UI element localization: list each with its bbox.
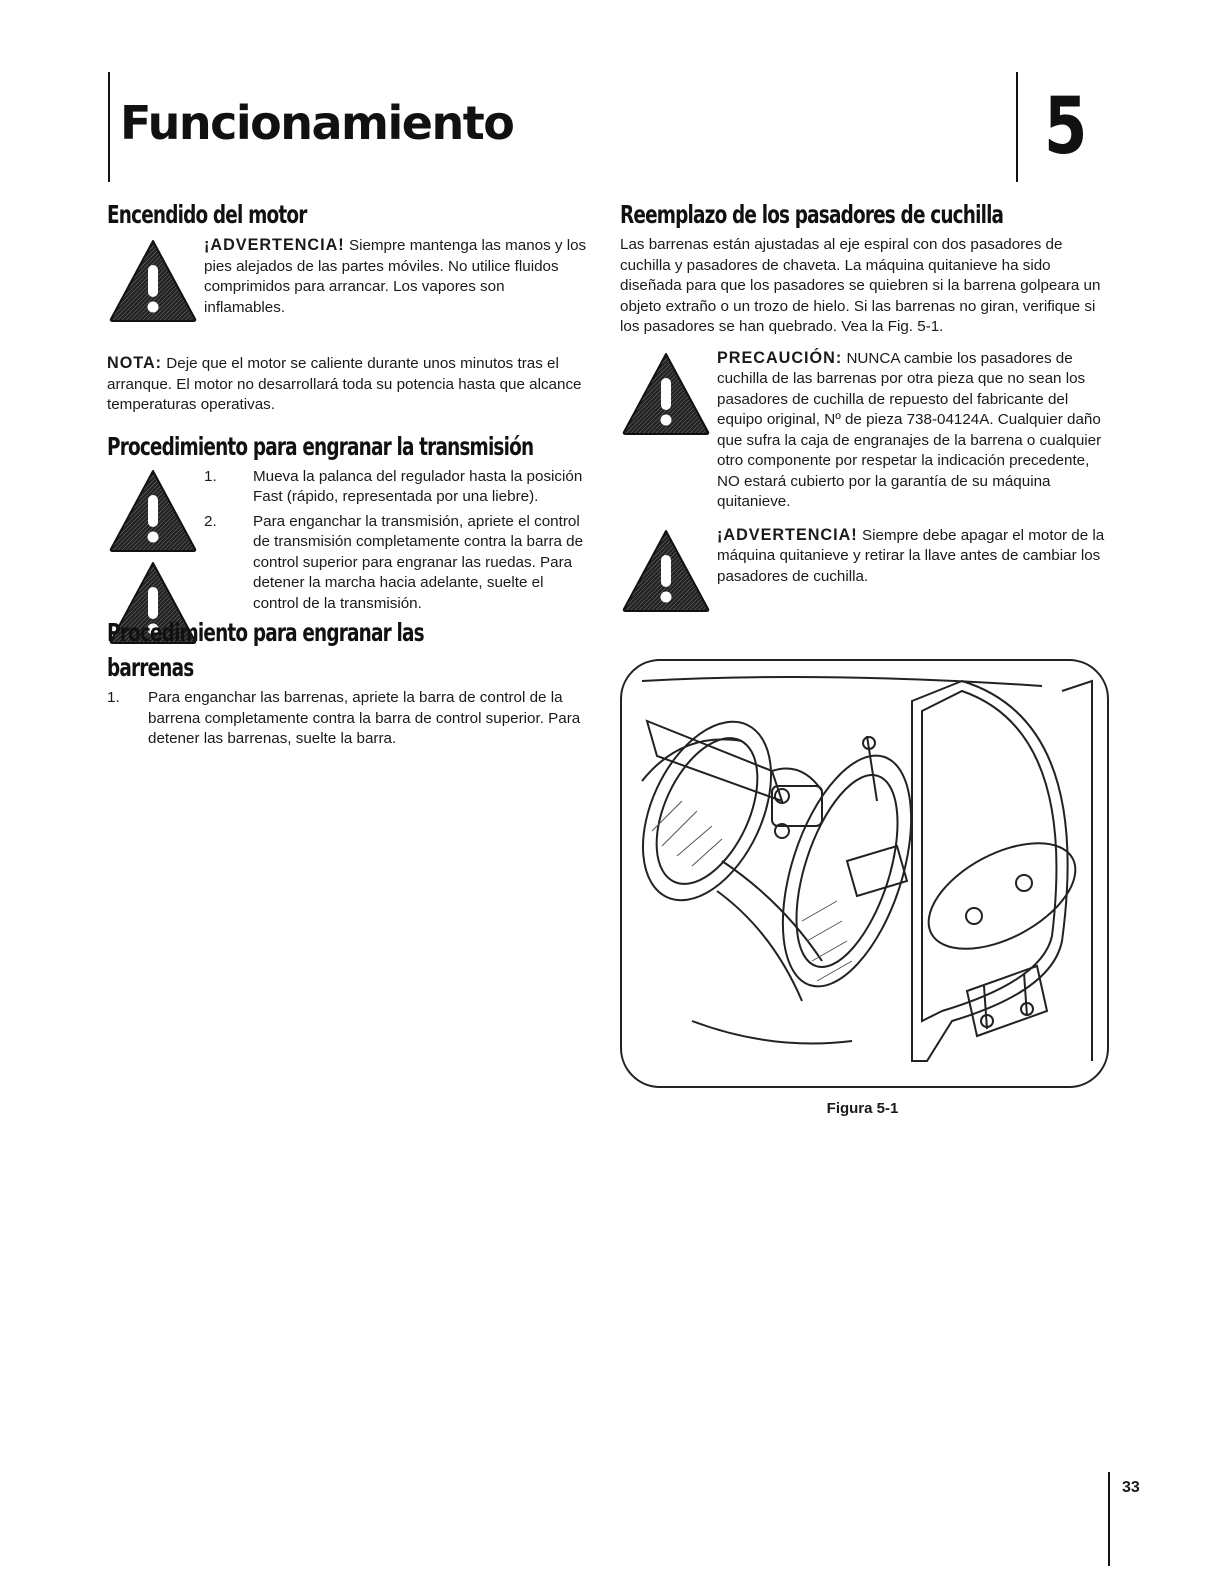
heading-transmission: Procedimiento para engranar la transmisión [107, 431, 534, 461]
caution-lead: PRECAUCIÓN: [717, 348, 843, 367]
warning-triangle-icon [107, 237, 199, 323]
left-column [107, 200, 587, 750]
caution-text: NUNCA cambie los pasadores de cuchilla de las barrenas por otra pieza que no sean los pasadores de cuchilla de repuesto del fabricante del equipo original, Nº de pieza 738-04124A. Cualquier daño que sufra la caja de engranajes de la barrena o cualquier otro componente por respetar la indicación precedente, NO estará cubierto por la garantía de su máquina quitanieve. [717, 349, 1102, 510]
list-item: 2. Para enganchar la transmisión, apriete el control de transmisión completamente contra la barra de control superior para engranar las ruedas. Para detener la marcha hacia adelante, suelte el control de la transmisión. [204, 512, 584, 612]
shear-warning-text: Siempre debe apagar el motor de la máquina quitanieve y retirar la llave antes de cambiar los pasadores de cuchilla. [717, 526, 1105, 585]
transmission-block [107, 467, 587, 615]
figure-caption: Figura 5-1 [826, 1099, 899, 1117]
chapter-number: 5 [1044, 82, 1088, 172]
chapter-title: Funcionamiento [120, 96, 514, 150]
header-rule-left [108, 72, 110, 182]
header-rule-right [1016, 72, 1018, 182]
shear-intro: Las barrenas están ajustadas al eje espiral con dos pasadores de cuchilla y pasadores de chaveta. La máquina quitanieve ha sido diseñada para que los pasadores se quiebren si la barrena golpeara un objeto extraño o un trozo de hielo. Si las barrenas no giran, verifique si los pasadores se han quebrado. Vea la Fig. 5-1. [620, 236, 1101, 335]
engine-warning [107, 235, 587, 331]
auger-shear-pin-drawing [622, 661, 1107, 1086]
list-item: 1. Para enganchar las barrenas, apriete la barra de control de la barrena completamente contra la barra de control superior. Para detener las barrenas, suelte la barra. [107, 689, 581, 747]
heading-engine-start: Encendido del motor [107, 200, 307, 229]
note-text: Deje que el motor se caliente durante unos minutos tras el arranque. El motor no desarrollará toda su potencia hasta que alcance temperaturas operativas. [107, 355, 582, 413]
warning-triangle-icon [620, 527, 712, 613]
heading-shear-pins: Reemplazo de los pasadores de cuchilla [620, 200, 1004, 229]
footer-rule [1108, 1472, 1110, 1566]
engine-warning-lead: ¡ADVERTENCIA! [204, 236, 345, 254]
figure-auger-illustration [620, 659, 1109, 1088]
shear-warning [620, 525, 1105, 621]
page-number: 33 [1122, 1479, 1140, 1496]
shear-warning-lead: ¡ADVERTENCIA! [717, 525, 858, 544]
list-item: 1. Mueva la palanca del regulador hasta la posición Fast (rápido, representada por una liebre). [204, 467, 583, 505]
heading-augers: Procedimiento para engranar las [107, 618, 424, 647]
note-lead: NOTA: [107, 354, 163, 372]
heading-augers-cont: barrenas [107, 653, 194, 682]
warning-triangle-icon [620, 350, 712, 436]
warning-triangle-icon [107, 467, 199, 553]
right-column [620, 200, 1105, 1117]
caution-block [620, 348, 1105, 513]
engine-warning-text: Siempre mantenga las manos y los pies alejados de las partes móviles. No utilice fluidos comprimidos para arrancar. Los vapores son inflamables. [204, 237, 587, 316]
